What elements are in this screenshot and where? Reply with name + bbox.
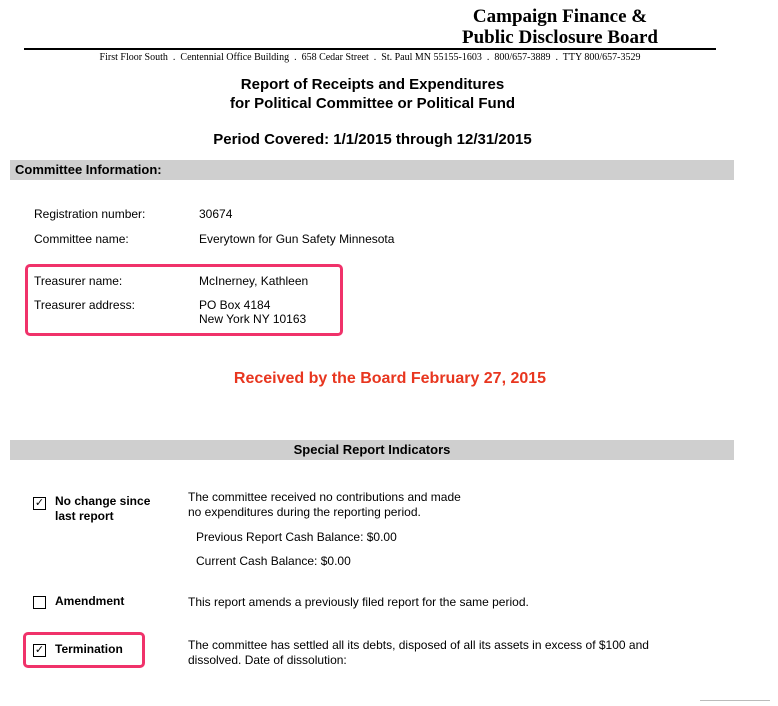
checkmark-icon: ✓ bbox=[34, 644, 45, 656]
termination-checkbox[interactable] bbox=[33, 644, 46, 657]
committee-name-label: Committee name: bbox=[34, 232, 129, 246]
treasurer-name-value: McInerney, Kathleen bbox=[199, 274, 309, 288]
indicators-section-header: Special Report Indicators bbox=[10, 440, 734, 460]
treasurer-address-label: Treasurer address: bbox=[34, 298, 135, 312]
board-name bbox=[430, 6, 690, 48]
period-covered: Period Covered: 1/1/2015 through 12/31/2015 bbox=[213, 131, 532, 148]
amendment-label: Amendment bbox=[55, 594, 125, 608]
amendment-checkbox[interactable] bbox=[33, 596, 46, 609]
treasurer-address-line2: New York NY 10163 bbox=[199, 312, 307, 326]
termination-text-line1: The committee has settled all its debts, disposed of all its assets in excess of $100 and bbox=[188, 638, 649, 652]
report-title-line2: for Political Committee or Political Fund bbox=[229, 95, 516, 112]
registration-number-value: 30674 bbox=[199, 207, 233, 221]
header-rule bbox=[24, 48, 716, 50]
no-change-label bbox=[55, 494, 150, 524]
treasurer-name-label: Treasurer name: bbox=[34, 274, 123, 288]
report-title-line1: Report of Receipts and Expenditures bbox=[240, 76, 505, 93]
no-change-description bbox=[188, 490, 461, 520]
current-cash-balance: Current Cash Balance: $0.00 bbox=[196, 554, 351, 568]
committee-section-header: Committee Information: bbox=[10, 160, 734, 180]
board-address: First Floor South . Centennial Office Building . 658 Cedar Street . St. Paul MN 55155-1603 . 800/657-3889 . TTY 800/657-3529 bbox=[99, 52, 641, 63]
treasurer-address-line1: PO Box 4184 bbox=[199, 298, 271, 312]
no-change-label-line1: No change since bbox=[55, 494, 151, 508]
termination-description bbox=[188, 638, 649, 668]
registration-number-label: Registration number: bbox=[34, 207, 146, 221]
board-name-line2: Public Disclosure Board bbox=[462, 27, 658, 48]
no-change-label-line2: last report bbox=[55, 509, 114, 523]
amendment-description: This report amends a previously filed report for the same period. bbox=[188, 595, 529, 609]
termination-text-line2: dissolved. Date of dissolution: bbox=[188, 653, 347, 667]
committee-name-value: Everytown for Gun Safety Minnesota bbox=[199, 232, 395, 246]
previous-cash-balance: Previous Report Cash Balance: $0.00 bbox=[196, 530, 397, 544]
no-change-text-line2: no expenditures during the reporting period. bbox=[188, 505, 421, 519]
received-date-notice: Received by the Board February 27, 2015 bbox=[233, 370, 547, 387]
board-name-line1: Campaign Finance & bbox=[472, 6, 648, 27]
page-edge bbox=[700, 700, 770, 706]
termination-label: Termination bbox=[55, 642, 123, 656]
no-change-text-line1: The committee received no contributions and made bbox=[188, 490, 461, 504]
no-change-checkbox[interactable] bbox=[33, 497, 46, 510]
checkmark-icon: ✓ bbox=[34, 497, 45, 509]
